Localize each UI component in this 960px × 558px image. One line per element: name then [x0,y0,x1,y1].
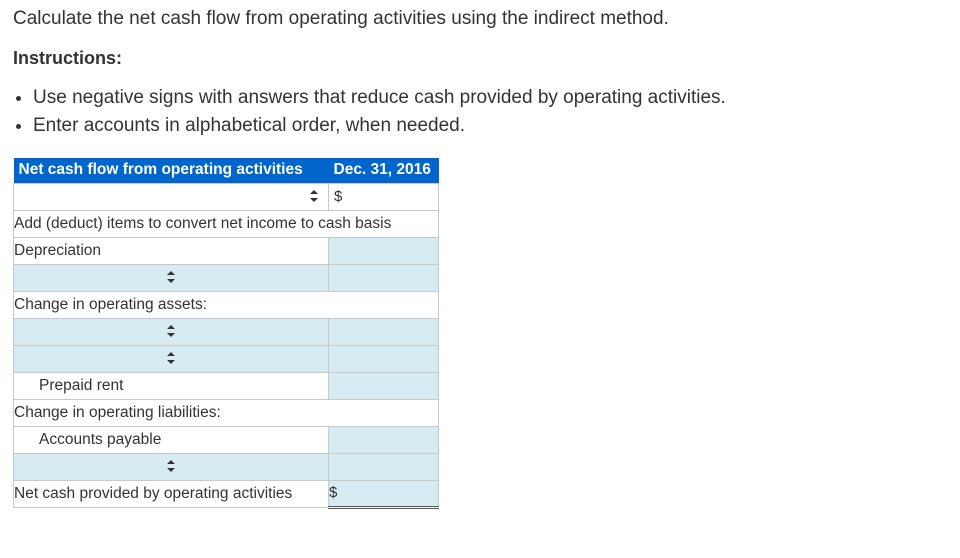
net-cash-label: Net cash provided by operating activities [14,480,329,507]
net-income-row [14,183,439,210]
amount-input-3[interactable] [329,345,439,372]
prepaid-rent-row [14,372,439,399]
net-income-amount-input[interactable] [329,183,439,210]
amount-input-2[interactable] [329,318,439,345]
add-deduct-label: Add (deduct) items to convert net income to cash basis [14,210,439,237]
select-arrows-icon [165,351,177,365]
select-row [14,264,439,291]
instructions-title: Instructions: [13,48,123,68]
change-liabilities-row [14,399,439,426]
currency-symbol: $ [334,187,343,205]
change-assets-label: Change in operating assets: [14,291,439,318]
amount-input-4[interactable] [329,453,439,480]
header-date: Dec. 31, 2016 [329,158,439,183]
select-arrows-icon [308,189,320,203]
currency-symbol: $ [329,484,338,501]
accounts-payable-label: Accounts payable [14,426,329,453]
change-assets-row [14,291,439,318]
depreciation-amount-input[interactable] [329,237,439,264]
instruction-item: • Enter accounts in alphabetical order, when needed. [33,112,947,140]
account-select-4[interactable] [14,453,329,480]
accounts-payable-row [14,426,439,453]
prepaid-rent-amount-input[interactable] [329,372,439,399]
header-row [14,158,439,183]
net-cash-row [14,480,439,507]
instruction-item: • Use negative signs with answers that reduce cash provided by operating activities. [33,84,947,112]
select-arrows-icon [165,324,177,338]
change-liabilities-label: Change in operating liabilities: [14,399,439,426]
instructions-list [13,84,947,140]
select-row [14,453,439,480]
select-arrows-icon [165,459,177,473]
select-arrows-icon [165,270,177,284]
account-select-1[interactable] [14,264,329,291]
account-select-2[interactable] [14,318,329,345]
account-select-3[interactable] [14,345,329,372]
cash-flow-worksheet [13,158,439,509]
question-text: Calculate the net cash flow from operating activities using the indirect method. [13,8,669,29]
depreciation-label: Depreciation [14,237,329,264]
net-income-account-select[interactable] [14,183,329,210]
add-deduct-row [14,210,439,237]
amount-input-1[interactable] [329,264,439,291]
select-row [14,318,439,345]
prepaid-rent-label: Prepaid rent [14,372,329,399]
depreciation-row [14,237,439,264]
header-label: Net cash flow from operating activities [14,158,329,183]
select-row [14,345,439,372]
net-cash-amount-input[interactable] [329,480,439,507]
accounts-payable-amount-input[interactable] [329,426,439,453]
